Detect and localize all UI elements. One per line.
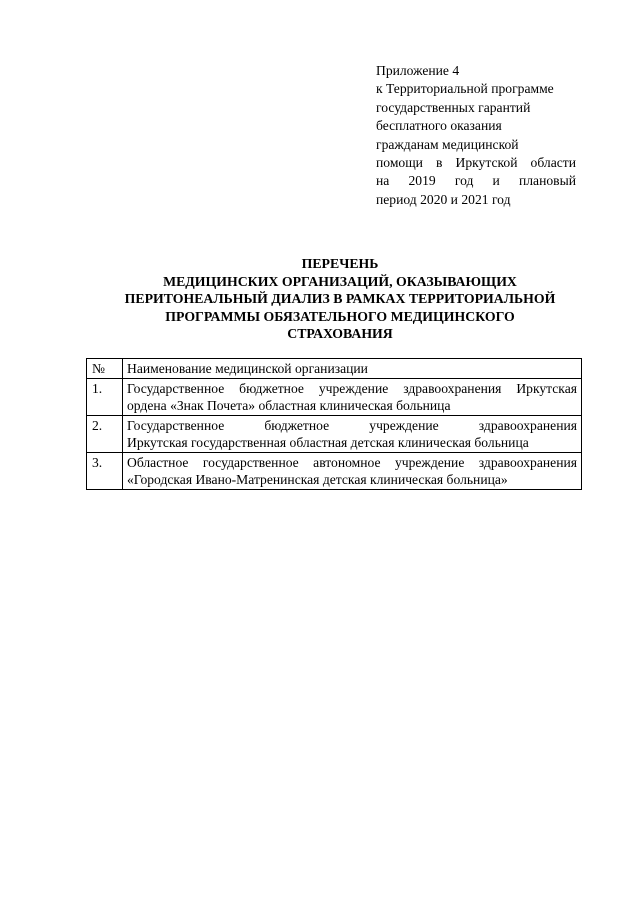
table-row [87, 453, 582, 490]
title-line: ПРОГРАММЫ ОБЯЗАТЕЛЬНОГО МЕДИЦИНСКОГО [165, 308, 515, 324]
title-line: ПЕРИТОНЕАЛЬНЫЙ ДИАЛИЗ В РАМКАХ ТЕРРИТОРИАЛЬНОЙ [124, 291, 556, 307]
appendix-line: Приложение 4 [376, 63, 460, 78]
organization-name [123, 379, 582, 416]
appendix-line: к Территориальной программе [376, 81, 554, 97]
appendix-line: период 2020 и 2021 год [376, 191, 511, 207]
row-number: 3. [87, 453, 123, 490]
column-header-number: № [87, 359, 123, 379]
document-title [80, 255, 600, 343]
organizations-table [86, 358, 582, 490]
table-row [87, 379, 582, 416]
organization-name-line: Иркутская государственная областная детская клиническая больница [127, 435, 529, 450]
appendix-line: на 2019 год и плановый [376, 173, 576, 189]
organization-name-line: Областное государственное автономное учреждение здравоохранения [127, 455, 577, 470]
column-header-name: Наименование медицинской организации [123, 359, 582, 379]
organization-name-line: Государственное бюджетное учреждение здравоохранения Иркутская [127, 381, 577, 396]
row-number: 1. [87, 379, 123, 416]
title-line: СТРАХОВАНИЯ [287, 326, 393, 342]
table-row [87, 416, 582, 453]
row-number: 2. [87, 416, 123, 453]
organization-name-line: «Городская Ивано-Матренинская детская клиническая больница» [127, 472, 508, 487]
appendix-line: государственных гарантий [376, 99, 531, 115]
appendix-line: гражданам медицинской [376, 136, 519, 152]
organization-name-line: ордена «Знак Почета» областная клиническая больница [127, 398, 451, 413]
title-line: МЕДИЦИНСКИХ ОРГАНИЗАЦИЙ, ОКАЗЫВАЮЩИХ [163, 273, 517, 289]
appendix-line: помощи в Иркутской области [376, 155, 576, 171]
table-header-row [87, 359, 582, 379]
title-line: ПЕРЕЧЕНЬ [301, 256, 379, 271]
organization-name-line: Государственное бюджетное учреждение здравоохранения [127, 418, 577, 433]
appendix-line: бесплатного оказания [376, 118, 502, 134]
organization-name [123, 416, 582, 453]
organization-name [123, 453, 582, 490]
appendix-note [376, 62, 576, 209]
